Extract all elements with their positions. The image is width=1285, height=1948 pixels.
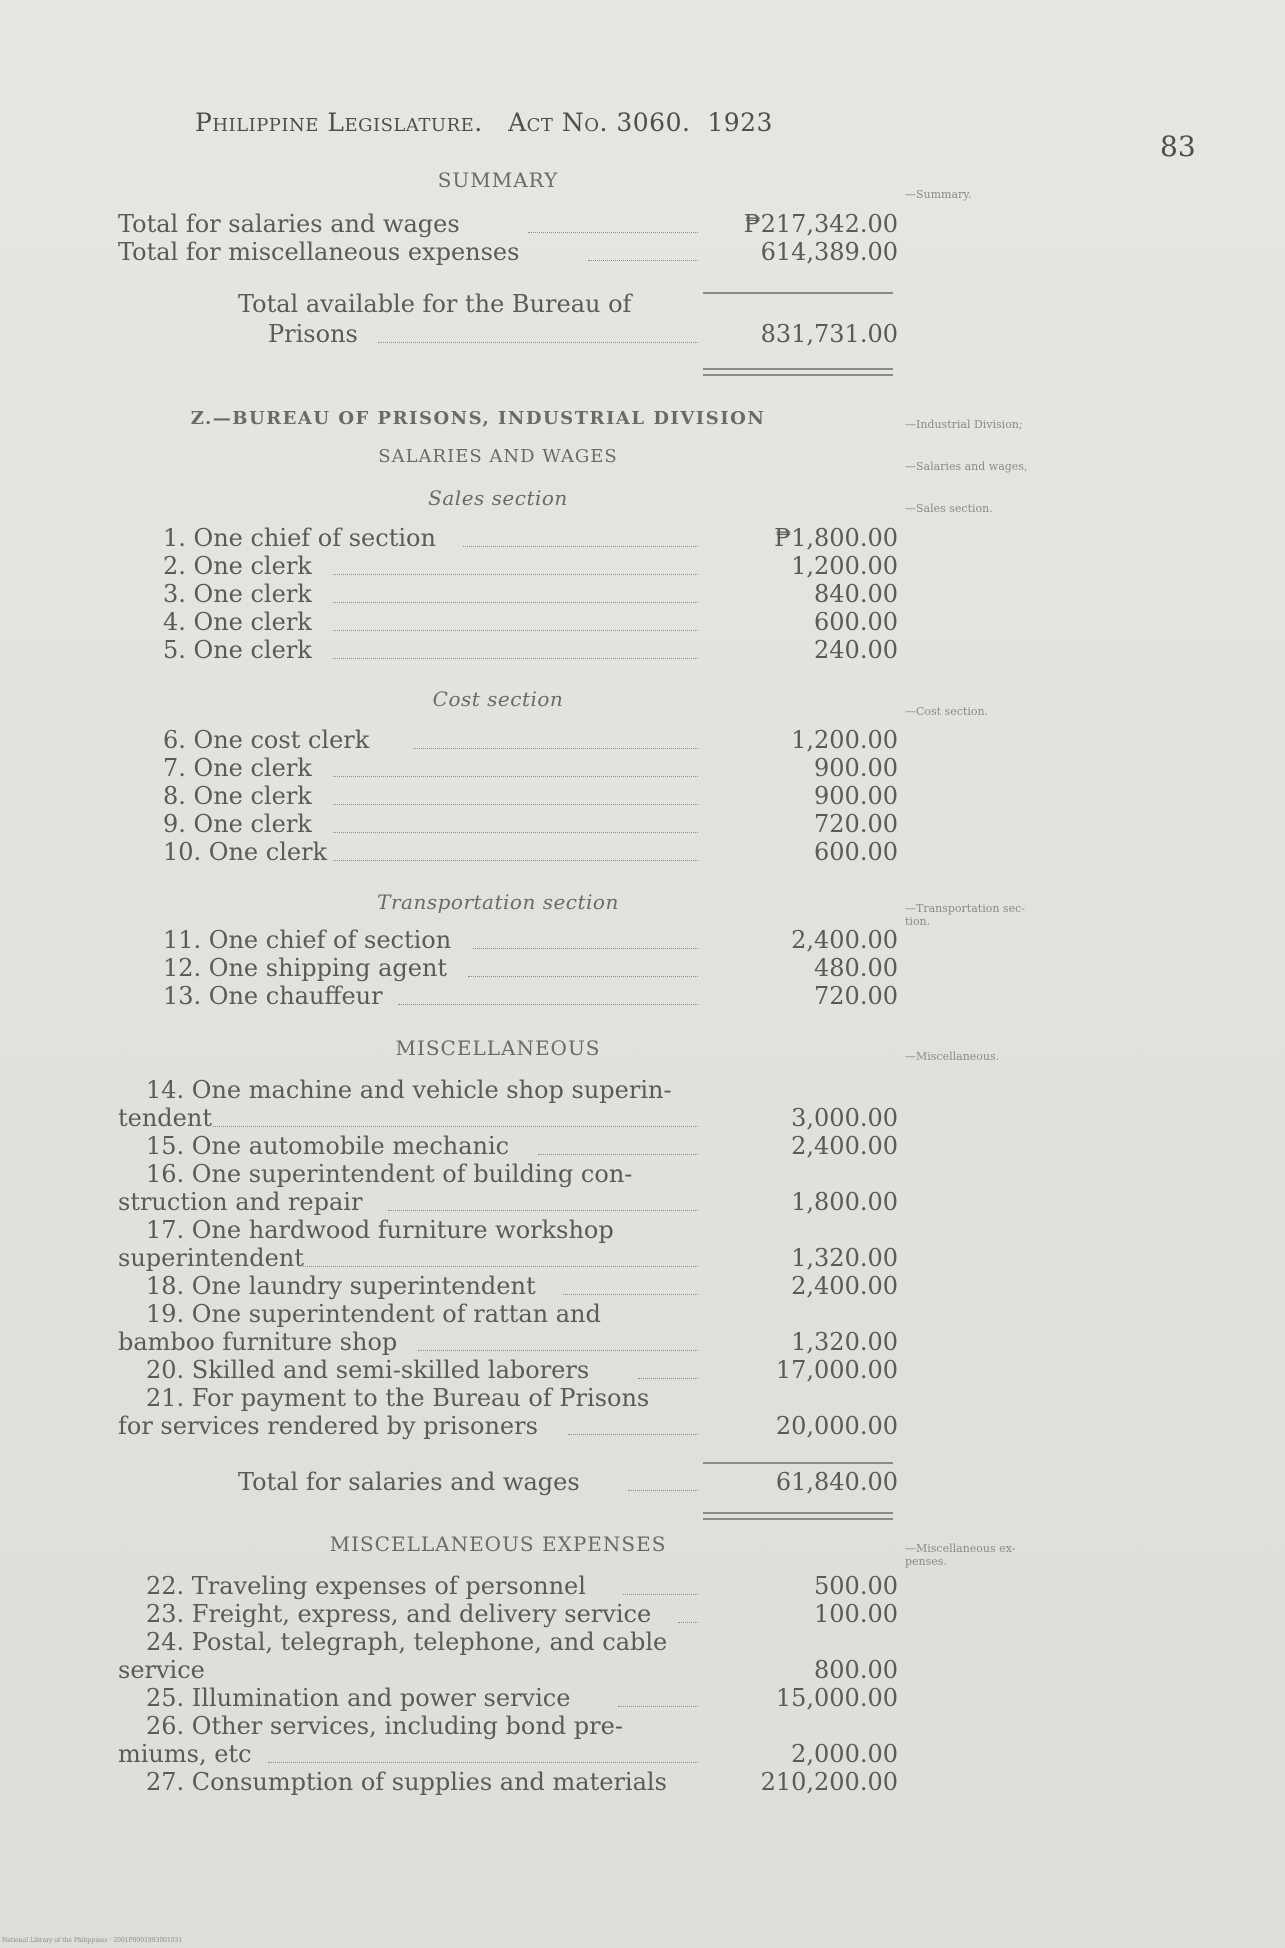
line-item: 10. One clerk 600.00 [163, 838, 898, 866]
item-14-line-1: 14. One machine and vehicle shop superin- [146, 1076, 672, 1104]
line-item: service 800.00 [118, 1656, 898, 1684]
summary-heading: SUMMARY [437, 168, 559, 192]
line-item: tendent 3,000.00 [118, 1104, 898, 1132]
line-item-amount: 800.00 [814, 1656, 898, 1684]
item-21-line-1: 21. For payment to the Bureau of Prisons [146, 1384, 650, 1412]
summary-total-label-1: Total available for the Bureau of [238, 290, 632, 318]
margin-note-cost: —Cost section. [905, 705, 989, 718]
line-item-amount: 1,320.00 [791, 1328, 898, 1356]
header-legislature: Philippine Legislature. [195, 108, 483, 137]
line-item-amount: 1,800.00 [791, 1188, 898, 1216]
salaries-total-amount: 61,840.00 [775, 1468, 898, 1496]
item-17-line-1: 17. One hardwood furniture workshop [146, 1216, 614, 1244]
misc-rule [703, 1462, 893, 1464]
line-item: 23. Freight, express, and delivery service 100.00 [146, 1600, 898, 1628]
line-item: 12. One shipping agent 480.00 [163, 954, 898, 982]
line-item: 3. One clerk 840.00 [163, 580, 898, 608]
summary-total-label-2: Prisons [268, 320, 358, 348]
page-number: 83 [1160, 130, 1196, 163]
line-item: 4. One clerk 600.00 [163, 608, 898, 636]
margin-note-salaries: —Salaries and wages, [905, 460, 1028, 473]
line-item-amount: 2,400.00 [791, 1272, 898, 1300]
transportation-section-heading: Transportation section [377, 890, 619, 914]
line-item-amount: 900.00 [814, 782, 898, 810]
line-item-amount: 1,320.00 [791, 1244, 898, 1272]
running-header [195, 108, 895, 137]
line-item: for services rendered by prisoners 20,000.00 [118, 1412, 898, 1440]
line-item-amount: 600.00 [814, 608, 898, 636]
line-item: 8. One clerk 900.00 [163, 782, 898, 810]
line-item-amount: ₱1,800.00 [774, 524, 898, 552]
item-16-line-1: 16. One superintendent of building con- [146, 1160, 633, 1188]
line-item: 20. Skilled and semi-skilled laborers 17,000.00 [146, 1356, 898, 1384]
line-item: 15. One automobile mechanic 2,400.00 [146, 1132, 898, 1160]
sales-section-heading: Sales section [428, 486, 568, 510]
margin-note-summary: —Summary. [905, 188, 972, 201]
salaries-heading: SALARIES AND WAGES [378, 446, 618, 467]
summary-total-amount: 831,731.00 [760, 320, 898, 348]
cost-section-heading: Cost section [432, 687, 564, 711]
line-item-amount: 20,000.00 [775, 1412, 898, 1440]
line-item-amount: 480.00 [814, 954, 898, 982]
margin-note-industrial-division: —Industrial Division; [905, 418, 1023, 431]
summary-double-rule [703, 368, 893, 376]
scan-footer: National Library of the Philippines · 2001P0001993001031 [2, 1937, 183, 1944]
summary-rule [703, 292, 893, 294]
salaries-total-label: Total for salaries and wages [238, 1468, 580, 1496]
line-item-amount: 1,200.00 [791, 552, 898, 580]
line-item-amount: 210,200.00 [760, 1768, 898, 1796]
line-item: 5. One clerk 240.00 [163, 636, 898, 664]
line-item: 25. Illumination and power service 15,000.00 [146, 1684, 898, 1712]
line-item-amount: 240.00 [814, 636, 898, 664]
margin-note-misc-expenses: —Miscellaneous ex- penses. [905, 1542, 1016, 1568]
line-item: superintendent 1,320.00 [118, 1244, 898, 1272]
line-item: 6. One cost clerk 1,200.00 [163, 726, 898, 754]
miscellaneous-heading: MISCELLANEOUS [395, 1036, 601, 1060]
line-item-amount: 840.00 [814, 580, 898, 608]
line-item-amount: 720.00 [814, 810, 898, 838]
item-26-line-1: 26. Other services, including bond pre- [146, 1712, 623, 1740]
summary-row-amount: 614,389.00 [760, 238, 898, 266]
line-item: miums, etc 2,000.00 [118, 1740, 898, 1768]
line-item: 27. Consumption of supplies and materials 210,200.00 [146, 1768, 898, 1796]
summary-row [118, 238, 898, 266]
salaries-total-row [118, 1468, 898, 1496]
header-year: 1923 [707, 108, 773, 137]
line-item-amount: 100.00 [814, 1600, 898, 1628]
line-item-amount: 600.00 [814, 838, 898, 866]
margin-note-transportation: —Transportation sec- tion. [905, 902, 1025, 928]
line-item-amount: 2,400.00 [791, 926, 898, 954]
division-heading: Z.—BUREAU OF PRISONS, INDUSTRIAL DIVISION [190, 408, 766, 429]
item-19-line-1: 19. One superintendent of rattan and [146, 1300, 601, 1328]
line-item-amount: 3,000.00 [791, 1104, 898, 1132]
line-item: 13. One chauffeur 720.00 [163, 982, 898, 1010]
line-item-amount: 720.00 [814, 982, 898, 1010]
line-item: 18. One laundry superintendent 2,400.00 [146, 1272, 898, 1300]
summary-total-row [118, 320, 898, 348]
line-item: 7. One clerk 900.00 [163, 754, 898, 782]
line-item-amount: 15,000.00 [775, 1684, 898, 1712]
line-item-amount: 17,000.00 [775, 1356, 898, 1384]
summary-row [118, 210, 898, 238]
misc-expenses-heading: MISCELLANEOUS EXPENSES [329, 1532, 667, 1556]
salaries-double-rule [703, 1512, 893, 1520]
line-item-amount: 2,400.00 [791, 1132, 898, 1160]
line-item: struction and repair 1,800.00 [118, 1188, 898, 1216]
summary-row-label: Total for salaries and wages [118, 210, 460, 238]
line-item-amount: 900.00 [814, 754, 898, 782]
line-item: 22. Traveling expenses of personnel 500.00 [146, 1572, 898, 1600]
line-item: 11. One chief of section 2,400.00 [163, 926, 898, 954]
line-item: 2. One clerk 1,200.00 [163, 552, 898, 580]
header-act: Act No. 3060. [508, 108, 691, 137]
line-item: 1. One chief of section ₱1,800.00 [163, 524, 898, 552]
line-item-amount: 1,200.00 [791, 726, 898, 754]
summary-row-label: Total for miscellaneous expenses [118, 238, 520, 266]
summary-row-amount: ₱217,342.00 [743, 210, 898, 238]
margin-note-sales: —Sales section. [905, 502, 993, 515]
line-item-amount: 2,000.00 [791, 1740, 898, 1768]
line-item: bamboo furniture shop 1,320.00 [118, 1328, 898, 1356]
line-item-amount: 500.00 [814, 1572, 898, 1600]
line-item: 9. One clerk 720.00 [163, 810, 898, 838]
margin-note-miscellaneous: —Miscellaneous. [905, 1050, 1000, 1063]
item-24-line-1: 24. Postal, telegraph, telephone, and cable [146, 1628, 668, 1656]
